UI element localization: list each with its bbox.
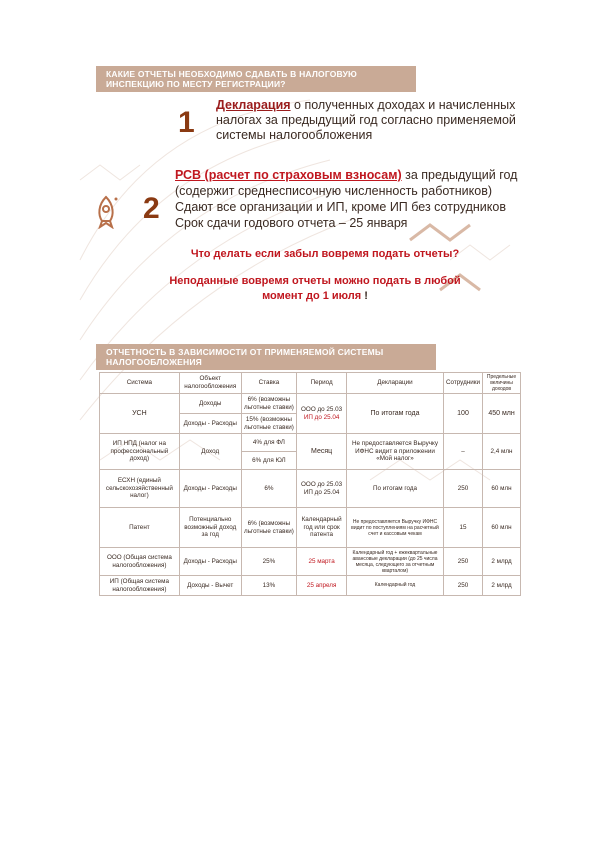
col-staff: Сотрудники [443, 373, 482, 394]
system-cell: УСН [100, 394, 180, 434]
col-object: Объект налогообложения [179, 373, 241, 394]
rate-cell: 6% для ЮЛ [241, 452, 297, 470]
period-cell: 25 марта [297, 548, 347, 576]
declaration-cell: Не предоставляется Выручку ИФНС видит по поступлениям на расчетный счет и кассовым чекам [347, 508, 444, 548]
period-cell: ООО до 25.03 ИП до 25.04 [297, 470, 347, 508]
limit-cell: 60 млн [483, 508, 521, 548]
table-row [100, 470, 521, 508]
system-cell: ИП (Общая система налогообложения) [100, 576, 180, 596]
object-cell: Доходы - Расходы [179, 470, 241, 508]
object-cell: Доходы - Вычет [179, 576, 241, 596]
table-row [100, 576, 521, 596]
staff-cell: 250 [443, 576, 482, 596]
col-rate: Ставка [241, 373, 297, 394]
declaration-cell: Календарный год + ежеквартальные авансовые декларации (до 25 числа месяца, следующего за отчетным кварталом) [347, 548, 444, 576]
rate-cell: 25% [241, 548, 297, 576]
col-limit: Предельные величины доходов [483, 373, 521, 394]
staff-cell: 250 [443, 548, 482, 576]
table-row [100, 548, 521, 576]
col-declarations: Декларации [347, 373, 444, 394]
rate-cell: 6% [241, 470, 297, 508]
staff-cell: 250 [443, 470, 482, 508]
section-header-reports: КАКИЕ ОТЧЕТЫ НЕОБХОДИМО СДАВАТЬ В НАЛОГОВУЮ ИНСПЕКЦИЮ ПО МЕСТУ РЕГИСТРАЦИИ? [96, 66, 416, 92]
rate-cell: 13% [241, 576, 297, 596]
declaration-cell: Календарный год [347, 576, 444, 596]
period-cell: 25 апреля [297, 576, 347, 596]
answer-text: Неподанные вовремя отчеты можно подать в любой момент до 1 июля ! [169, 275, 461, 302]
object-cell: Доход [179, 434, 241, 470]
declaration-cell: Не предоставляется Выручку ИФНС видит в приложении «Мой налог» [347, 434, 444, 470]
period-cell: ООО до 25.03 ИП до 25.04 [297, 394, 347, 434]
system-cell: ИП НПД (налог на профессиональный доход) [100, 434, 180, 470]
table-row [100, 394, 521, 414]
rsv-line-4: Срок сдачи годового отчета – 25 января [175, 216, 408, 230]
limit-cell: 60 млн [483, 470, 521, 508]
question-text: Что делать если забыл вовремя подать отчеты? [190, 248, 460, 260]
rate-cell: 15% (возможны льготные ставки) [241, 414, 297, 434]
rsv-line-2: (содержит среднесписочную численность работников) [175, 184, 493, 198]
object-cell: Доходы - Расходы [179, 414, 241, 434]
period-cell: Месяц [297, 434, 347, 470]
col-period: Период [297, 373, 347, 394]
section-header-reporting: ОТЧЕТНОСТЬ В ЗАВИСИМОСТИ ОТ ПРИМЕНЯЕМОЙ СИСТЕМЫ НАЛОГООБЛОЖЕНИЯ [96, 344, 436, 370]
period-cell: Календарный год или срок патента [297, 508, 347, 548]
system-cell: Патент [100, 508, 180, 548]
rocket-icon [92, 195, 120, 229]
tax-systems-table [99, 372, 521, 596]
limit-cell: 2,4 млн [483, 434, 521, 470]
declaration-cell: По итогам года [347, 470, 444, 508]
staff-cell: 15 [443, 508, 482, 548]
limit-cell: 2 млрд [483, 548, 521, 576]
rate-cell: 6% (возможны льготные ставки) [241, 394, 297, 414]
table-row [100, 434, 521, 452]
rsv-link[interactable]: РСВ (расчет по страховым взносам) [175, 168, 402, 182]
object-cell: Потенциально возможный доход за год [179, 508, 241, 548]
rsv-line-3: Сдают все организации и ИП, кроме ИП без сотрудников [175, 200, 506, 214]
rate-cell: 6% (возможны льготные ставки) [241, 508, 297, 548]
limit-cell: 2 млрд [483, 576, 521, 596]
staff-cell: – [443, 434, 482, 470]
item-number-1: 1 [178, 106, 195, 139]
declaration-cell: По итогам года [347, 394, 444, 434]
staff-cell: 100 [443, 394, 482, 434]
col-system: Система [100, 373, 180, 394]
table-row [100, 508, 521, 548]
item-number-2: 2 [143, 192, 160, 225]
table-header-row [100, 373, 521, 394]
rsv-text: РСВ (расчет по страховым взносам) за предыдущий год (содержит среднесписочную численность работников) Сдают все организации и ИП, кроме ИП без сотрудников Срок сдачи годового отчета – 25 января [175, 167, 535, 231]
object-cell: Доходы [179, 394, 241, 414]
declaration-text: Декларация о полученных доходах и начисленных налогах за предыдущий год согласно применяемой системы налогообложения [216, 98, 516, 142]
object-cell: Доходы - Расходы [179, 548, 241, 576]
declaration-link[interactable]: Декларация [216, 98, 291, 112]
system-cell: ЕСХН (единый сельскохозяйственный налог) [100, 470, 180, 508]
system-cell: ООО (Общая система налогообложения) [100, 548, 180, 576]
rate-cell: 4% для ФЛ [241, 434, 297, 452]
limit-cell: 450 млн [483, 394, 521, 434]
